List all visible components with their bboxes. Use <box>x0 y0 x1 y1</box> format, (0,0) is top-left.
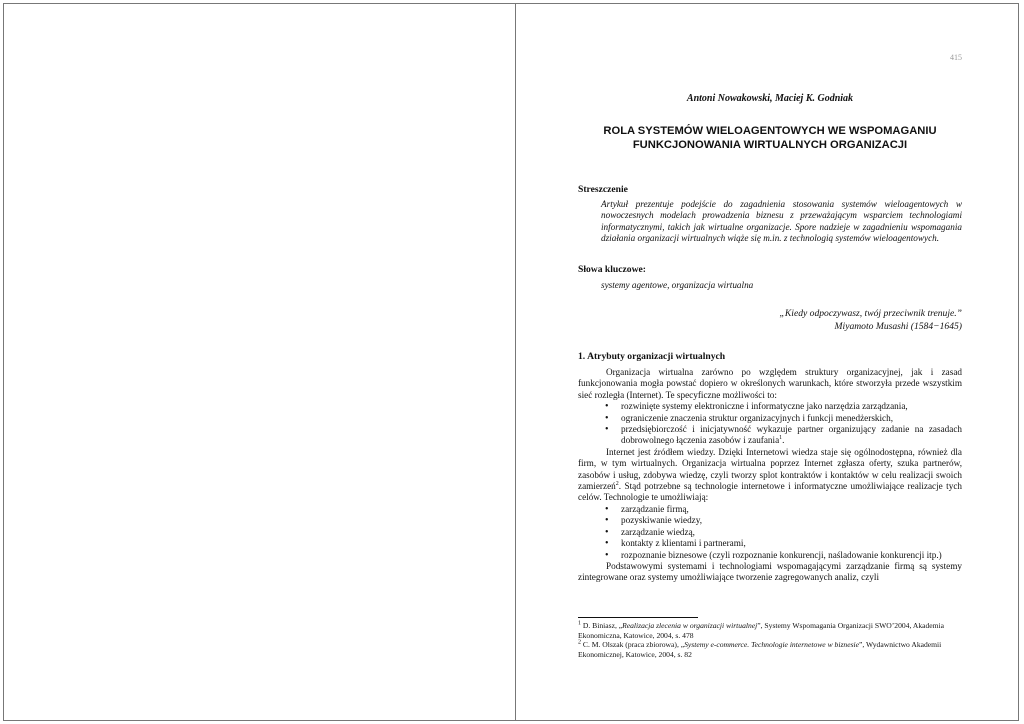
footnote <box>578 640 962 659</box>
title-line-2: FUNKCJONOWANIA WIRTUALNYCH ORGANIZACJI <box>632 138 908 151</box>
list-item: • rozwinięte systemy elektroniczne i informatyczne jako narzędzia zarządzania, <box>578 401 962 412</box>
footnote-citation-title: Systemy e-commerce. Technologie internetowe w biznesie <box>684 640 859 650</box>
footnote-separator <box>578 617 698 618</box>
document-spread <box>3 3 1019 721</box>
paper-title <box>578 125 962 152</box>
list-item-end: . <box>782 435 785 446</box>
footnote-ref: 1 <box>779 435 783 442</box>
page-number: 415 <box>950 53 962 62</box>
list-item: • pozyskiwanie wiedzy, <box>578 515 962 526</box>
list-item: • rozpoznanie biznesowe (czyli rozpoznanie konkurencji, naśladowanie konkurencji itp.) <box>578 550 962 561</box>
footnote-citation-title: Realizacja zlecenia w organizacji wirtualnej <box>622 621 758 630</box>
epigraph-attribution: Miyamoto Musashi (1584−1645) <box>834 321 962 332</box>
title-line-1: ROLA SYSTEMÓW WIELOAGENTOWYCH WE WSPOMAGANIU <box>603 125 937 137</box>
list-item-text: przedsiębiorczość i inicjatywność wykazuje partner organizujący zadanie na zasadach dobrowolnego łączenia zasobów i zaufania <box>621 424 962 446</box>
keywords-heading: Słowa kluczowe: <box>578 264 646 275</box>
abstract-text: Artykuł prezentuje podejście do zagadnienia stosowania systemów wieloagentowych w nowoczesnych modelach prowadzenia biznesu z przeważającym wsparciem technologiami informatycznymi, takich jak wirtualne organizacje. Spore nadzieje w zagadnieniu wspomagania działania organizacji wirtualnych wiąże się m.in. z technologią systemów wieloagentowych. <box>601 199 962 244</box>
paragraph: Organizacja wirtualna zarówno po względem struktury organizacyjnej, jak i zasad funkcjonowania mogła powstać dopiero w określonych warunkach, które stworzyła przede wszystkim sieć rozległa (Internet). Te specyficzne możliwości to: <box>578 367 962 400</box>
abstract-heading: Streszczenie <box>578 184 628 195</box>
list-item: • ograniczenie znaczenia struktur organizacyjnych i funkcji menedżerskich, <box>578 413 962 424</box>
authors: Antoni Nowakowski, Maciej K. Godniak <box>686 93 854 104</box>
list-item: • kontakty z klientami i partnerami, <box>578 538 962 549</box>
list-item: • zarządzanie firmą, <box>578 504 962 515</box>
epigraph-quote: „Kiedy odpoczywasz, twój przeciwnik trenuje.” <box>779 308 962 319</box>
footnote-text: C. M. Olszak (praca zbiorowa), „ <box>581 640 685 650</box>
section-title: 1. Atrybuty organizacji wirtualnych <box>578 351 726 362</box>
footnote-text: D. Biniasz, „ <box>581 621 623 630</box>
footnotes <box>578 621 962 659</box>
section-body <box>578 367 962 584</box>
bullet-list <box>578 504 962 561</box>
list-item: • zarządzanie wiedzą, <box>578 527 962 538</box>
list-item <box>578 424 962 447</box>
epigraph <box>780 307 962 333</box>
footnote-number: 2 <box>578 639 581 646</box>
footnote-ref: 2 <box>615 481 619 487</box>
paragraph-text-end: . Stąd potrzebne są technologie internetowe i informatyczne umożliwiające realizacje tych celów. Technologie te umożliwiają: <box>578 481 962 503</box>
paragraph: Podstawowymi systemami i technologiami wspomagającymi zarządzanie firmą są systemy zintegrowane oraz systemy umożliwiające tworzenie zagregowanych analiz, czyli <box>578 560 962 583</box>
footnote <box>578 621 962 640</box>
paragraph <box>578 447 962 504</box>
keywords-text: systemy agentowe, organizacja wirtualna <box>601 280 754 290</box>
footnote-number: 1 <box>578 620 581 627</box>
paragraph-text: Internet jest źródłem wiedzy. Dzięki Internetowi wiedza staje się ogólnodostępna, również dla firm, w tym wirtualnych. Organizacja wirtualna poprzez Internet zgłasza oferty, szuka partnerów, zasobów i usług, zdobywa wiedzę, czyli tworzy splot kontraktów i kontaktów w celu realizacji swoich zamierzeń <box>578 446 962 492</box>
bullet-list <box>578 401 962 447</box>
footnote-text-end: ”, Wydawnictwo Akademii Ekonomicznej, Katowice, 2004, s. 82 <box>578 640 942 659</box>
footnote-text-end: ”, Systemy Wspomagania Organizacji SWO’2004, Akademia Ekonomiczna, Katowice, 2004, s. 478 <box>578 621 945 640</box>
page-right <box>516 4 1020 720</box>
